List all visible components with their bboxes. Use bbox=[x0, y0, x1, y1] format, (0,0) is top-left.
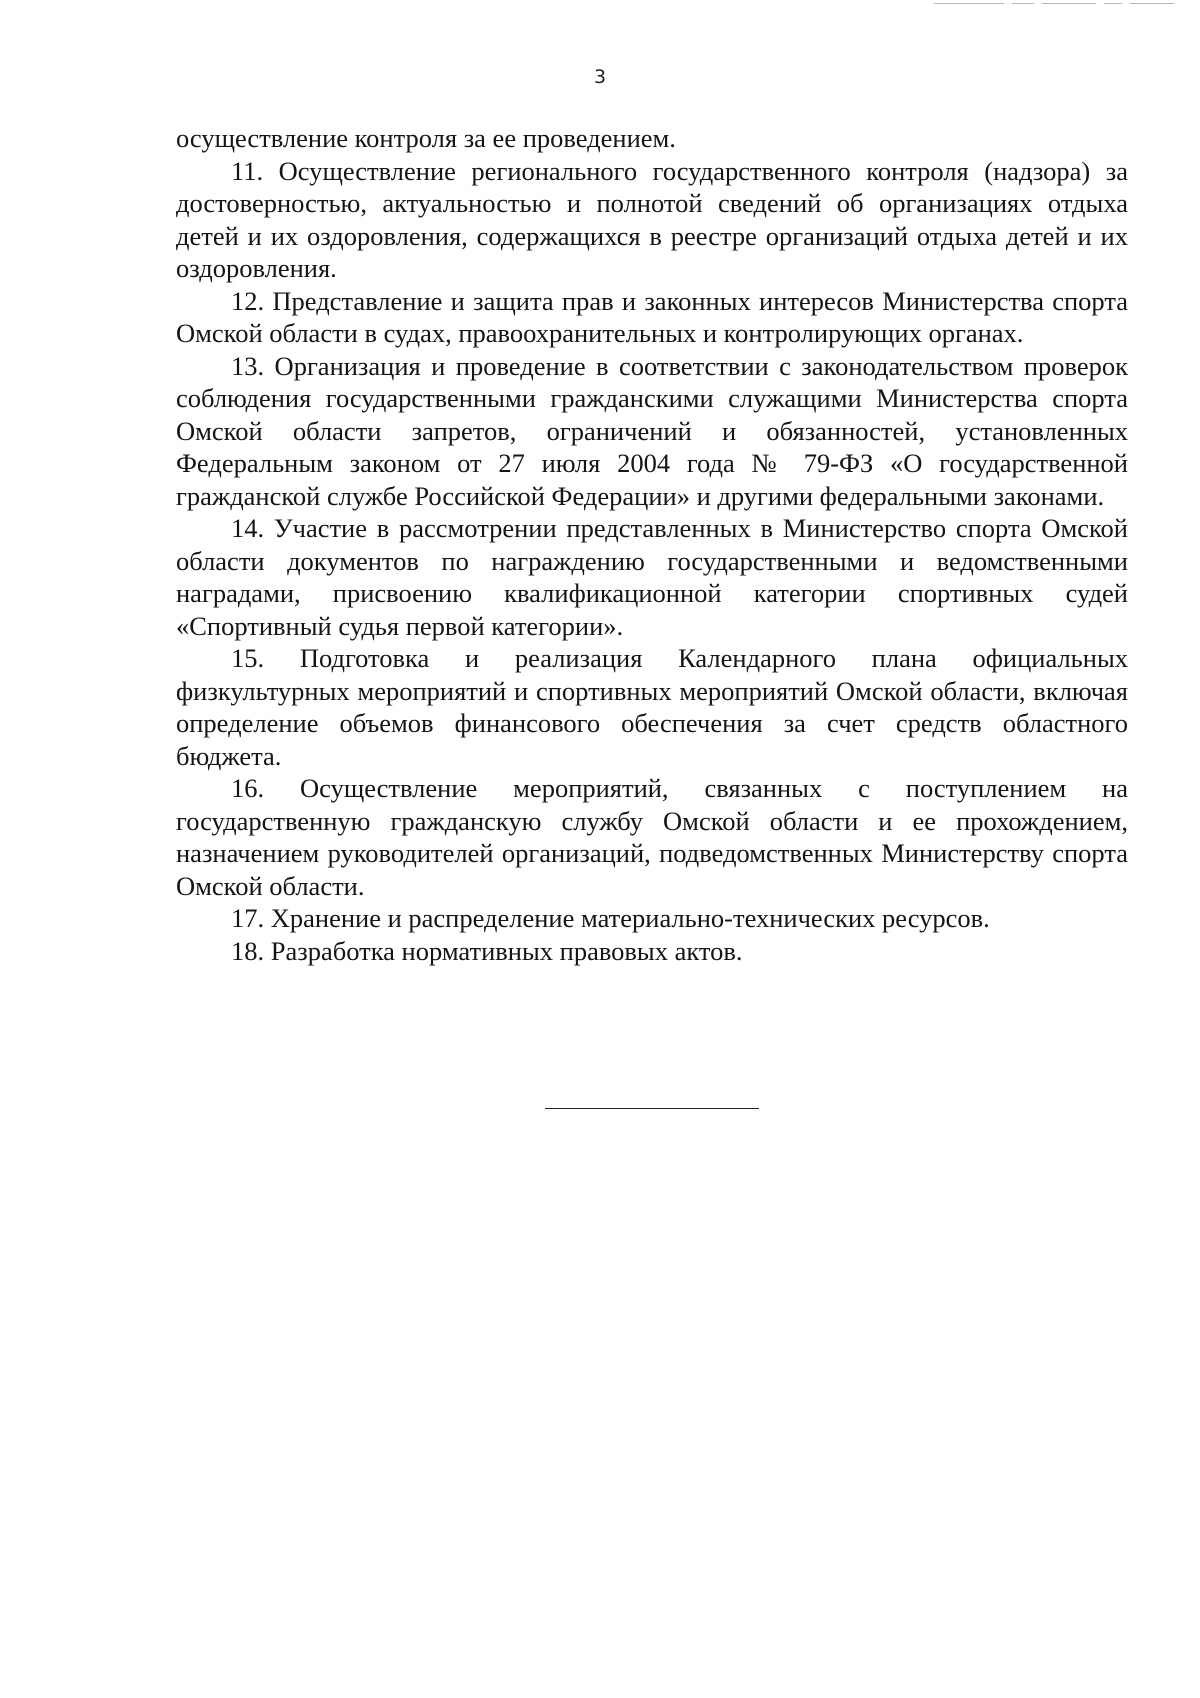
paragraph-item-16: 16. Осуществление мероприятий, связанных с поступлением на государственную гражданскую службу Омской области и ее прохождением, назначением руководителей организаций, подведомственных Министерству спорта Омской области. bbox=[176, 773, 1128, 901]
paragraph-item-17: 17. Хранение и распределение материально-технических ресурсов. bbox=[231, 903, 990, 933]
paragraph-item-15: 15. Подготовка и реализация Календарного плана официальных физкультурных мероприятий и спортивных мероприятий Омской области, включая определение объемов финансового обеспечения за счет средств областного бюджета. bbox=[176, 643, 1128, 771]
paragraph-item-18: 18. Разработка нормативных правовых актов. bbox=[231, 935, 743, 966]
paragraph-item-13: 13. Организация и проведение в соответствии с законодательством проверок соблюдения государственными гражданскими служащими Министерства спорта Омской области запретов, ограничений и обязанностей, установленных Федеральным законом от 27 июля 2004 года № 79-ФЗ «О государственной гражданской службе Российской Федерации» и другими федеральными законами. bbox=[176, 350, 1128, 511]
document-body bbox=[176, 122, 1128, 967]
scan-artifact-lines bbox=[934, 3, 1174, 7]
end-separator-line bbox=[545, 1108, 759, 1109]
page-number: 3 bbox=[593, 66, 607, 88]
paragraph-item-11: 11. Осуществление регионального государственного контроля (надзора) за достоверностью, актуальностью и полнотой сведений об организациях отдыха детей и их оздоровления, содержащихся в реестре организаций отдыха детей и их оздоровления. bbox=[176, 155, 1128, 283]
paragraph-continuation: осуществление контроля за ее проведением. bbox=[176, 123, 676, 153]
paragraph-item-14: 14. Участие в рассмотрении представленных в Министерство спорта Омской области документов по награждению государственными и ведомственными наградами, присвоению квалификационной категории спортивных судей «Спортивный судья первой категории». bbox=[176, 513, 1128, 641]
paragraph-item-12: 12. Представление и защита прав и законных интересов Министерства спорта Омской области в судах, правоохранительных и контролирующих органах. bbox=[176, 285, 1128, 348]
